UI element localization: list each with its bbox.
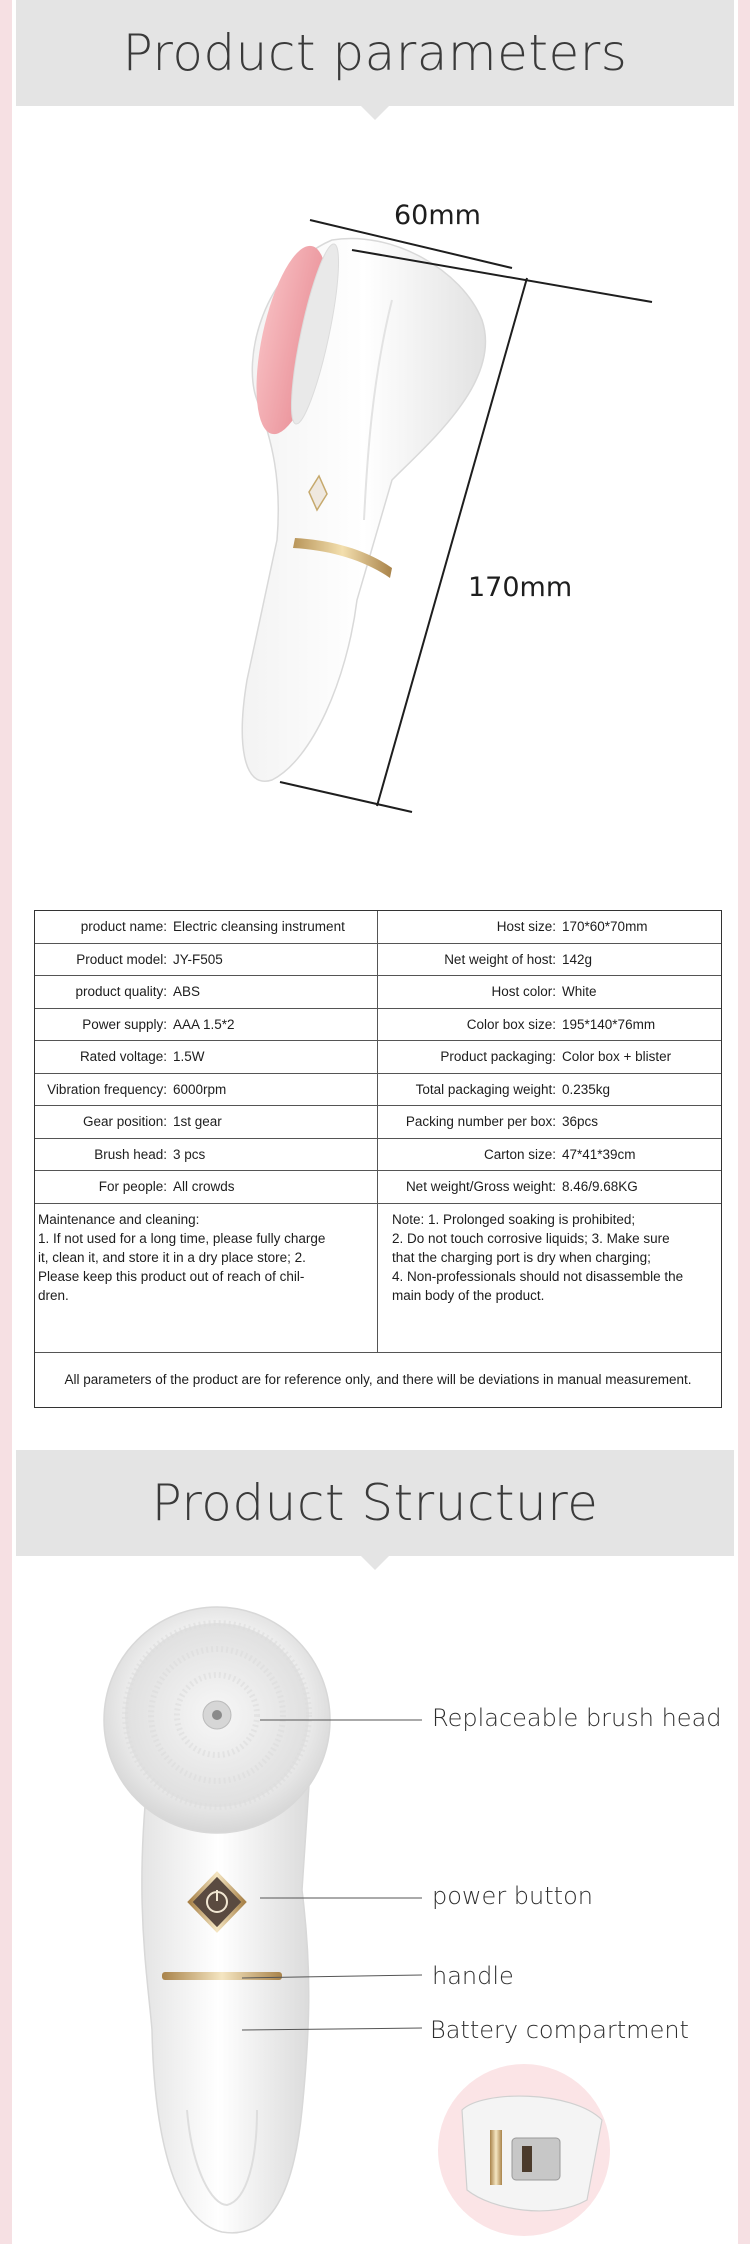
spec-row (35, 976, 721, 1009)
handle-label: handle (432, 1962, 514, 1990)
spec-value: Color box + blister (562, 1049, 672, 1065)
structure-figure (12, 1590, 738, 2244)
note-line: Note: 1. Prolonged soaking is prohibited; (392, 1211, 636, 1227)
spec-cell-left (35, 911, 378, 943)
height-label: 170mm (468, 572, 573, 603)
spec-cell-left (35, 1074, 378, 1106)
spec-row (35, 1009, 721, 1042)
spec-cell-right (378, 1171, 721, 1203)
spec-label: Vibration frequency: (47, 1081, 167, 1097)
spec-cell-left (35, 976, 378, 1008)
spec-value: 8.46/9.68KG (562, 1179, 638, 1195)
spec-label: For people: (98, 1179, 167, 1195)
spec-value: Electric cleansing instrument (173, 919, 345, 935)
maintenance-notes (35, 1204, 378, 1352)
spec-value: 1.5W (173, 1049, 205, 1065)
spec-row (35, 1106, 721, 1139)
battery-ring (490, 2130, 502, 2185)
spec-cell-right (378, 1106, 721, 1138)
notes-row (35, 1204, 721, 1353)
spec-cell-left (35, 1041, 378, 1073)
spec-cell-left (35, 1171, 378, 1203)
note-line: main body of the product. (392, 1287, 545, 1303)
spec-value: 170*60*70mm (562, 919, 648, 935)
note-line: it, clean it, and store it in a dry place store; 2. (38, 1249, 306, 1265)
reference-footnote: All parameters of the product are for reference only, and there will be deviations in manual measurement. (64, 1372, 692, 1387)
spec-label: product name: (80, 919, 167, 935)
brush-head-label: Replaceable brush head (432, 1704, 722, 1732)
parameters-title: Product parameters (122, 24, 628, 82)
structure-banner (16, 1450, 734, 1556)
spec-cell-right (378, 1139, 721, 1171)
spec-value: JY-F505 (173, 951, 223, 967)
spec-cell-right (378, 1041, 721, 1073)
battery-slot (512, 2138, 560, 2180)
spec-label: Rated voltage: (79, 1049, 167, 1065)
dimension-figure (12, 120, 738, 820)
width-label: 60mm (394, 200, 481, 231)
spec-value: 142g (562, 951, 593, 967)
banner-notch (361, 106, 389, 120)
spec-row (35, 944, 721, 977)
spec-label: Packing number per box: (405, 1114, 556, 1130)
spec-value: All crowds (173, 1179, 235, 1195)
power-button-label: power button (432, 1882, 593, 1910)
spec-label: product quality: (75, 984, 167, 1000)
spec-row (35, 1074, 721, 1107)
spec-label: Total packaging weight: (415, 1081, 556, 1097)
spec-value: 47*41*39cm (562, 1146, 636, 1162)
height-line-base (280, 782, 412, 812)
spec-label: Host color: (491, 984, 556, 1000)
spec-cell-right (378, 1074, 721, 1106)
caution-notes (378, 1204, 721, 1352)
spec-value: 1st gear (173, 1114, 222, 1130)
parameters-banner (16, 0, 734, 106)
device-side-illustration (12, 120, 738, 820)
note-line: Please keep this product out of reach of chil- (38, 1268, 305, 1284)
structure-title: Product Structure (151, 1474, 599, 1532)
spec-value: White (562, 984, 597, 1000)
spec-value: 0.235kg (562, 1081, 611, 1097)
product-detail-page (12, 0, 738, 2244)
spec-cell-right (378, 944, 721, 976)
spec-label: Brush head: (94, 1146, 167, 1162)
banner-notch (361, 1556, 389, 1570)
spec-table (34, 910, 722, 1408)
note-line: Maintenance and cleaning: (38, 1211, 200, 1227)
spec-label: Net weight/Gross weight: (405, 1179, 556, 1195)
spec-label: Host size: (496, 919, 556, 935)
gold-ring (162, 1972, 282, 1980)
spec-cell-right (378, 1009, 721, 1041)
spec-label: Gear position: (82, 1114, 167, 1130)
note-line: 2. Do not touch corrosive liquids; 3. Make sure (392, 1230, 670, 1246)
spec-cell-left (35, 1139, 378, 1171)
device-front-illustration (12, 1590, 738, 2244)
spec-cell-left (35, 944, 378, 976)
battery-label: Battery compartment (430, 2016, 689, 2044)
spec-label: Product model: (76, 951, 167, 967)
spec-label: Power supply: (82, 1016, 167, 1032)
spec-value: AAA 1.5*2 (173, 1016, 235, 1032)
spec-label: Color box size: (466, 1016, 556, 1032)
spec-value: ABS (173, 984, 201, 1000)
spec-row (35, 1041, 721, 1074)
note-line: 4. Non-professionals should not disassemble the (392, 1268, 684, 1284)
spec-value: 195*140*76mm (562, 1016, 656, 1032)
spec-cell-left (35, 1009, 378, 1041)
spec-cell-right (378, 976, 721, 1008)
spec-label: Carton size: (483, 1146, 556, 1162)
spec-value: 36pcs (562, 1114, 599, 1130)
note-line: that the charging port is dry when charging; (392, 1249, 651, 1265)
spec-row (35, 1139, 721, 1172)
spec-cell-left (35, 1106, 378, 1138)
spec-value: 3 pcs (173, 1146, 206, 1162)
spec-value: 6000rpm (173, 1081, 227, 1097)
note-line: dren. (38, 1287, 69, 1303)
spec-label: Net weight of host: (444, 951, 556, 967)
spec-row (35, 1171, 721, 1204)
spec-row (35, 911, 721, 944)
spec-label: Product packaging: (440, 1049, 556, 1065)
note-line: 1. If not used for a long time, please fully charge (38, 1230, 326, 1246)
spec-cell-right (378, 911, 721, 943)
